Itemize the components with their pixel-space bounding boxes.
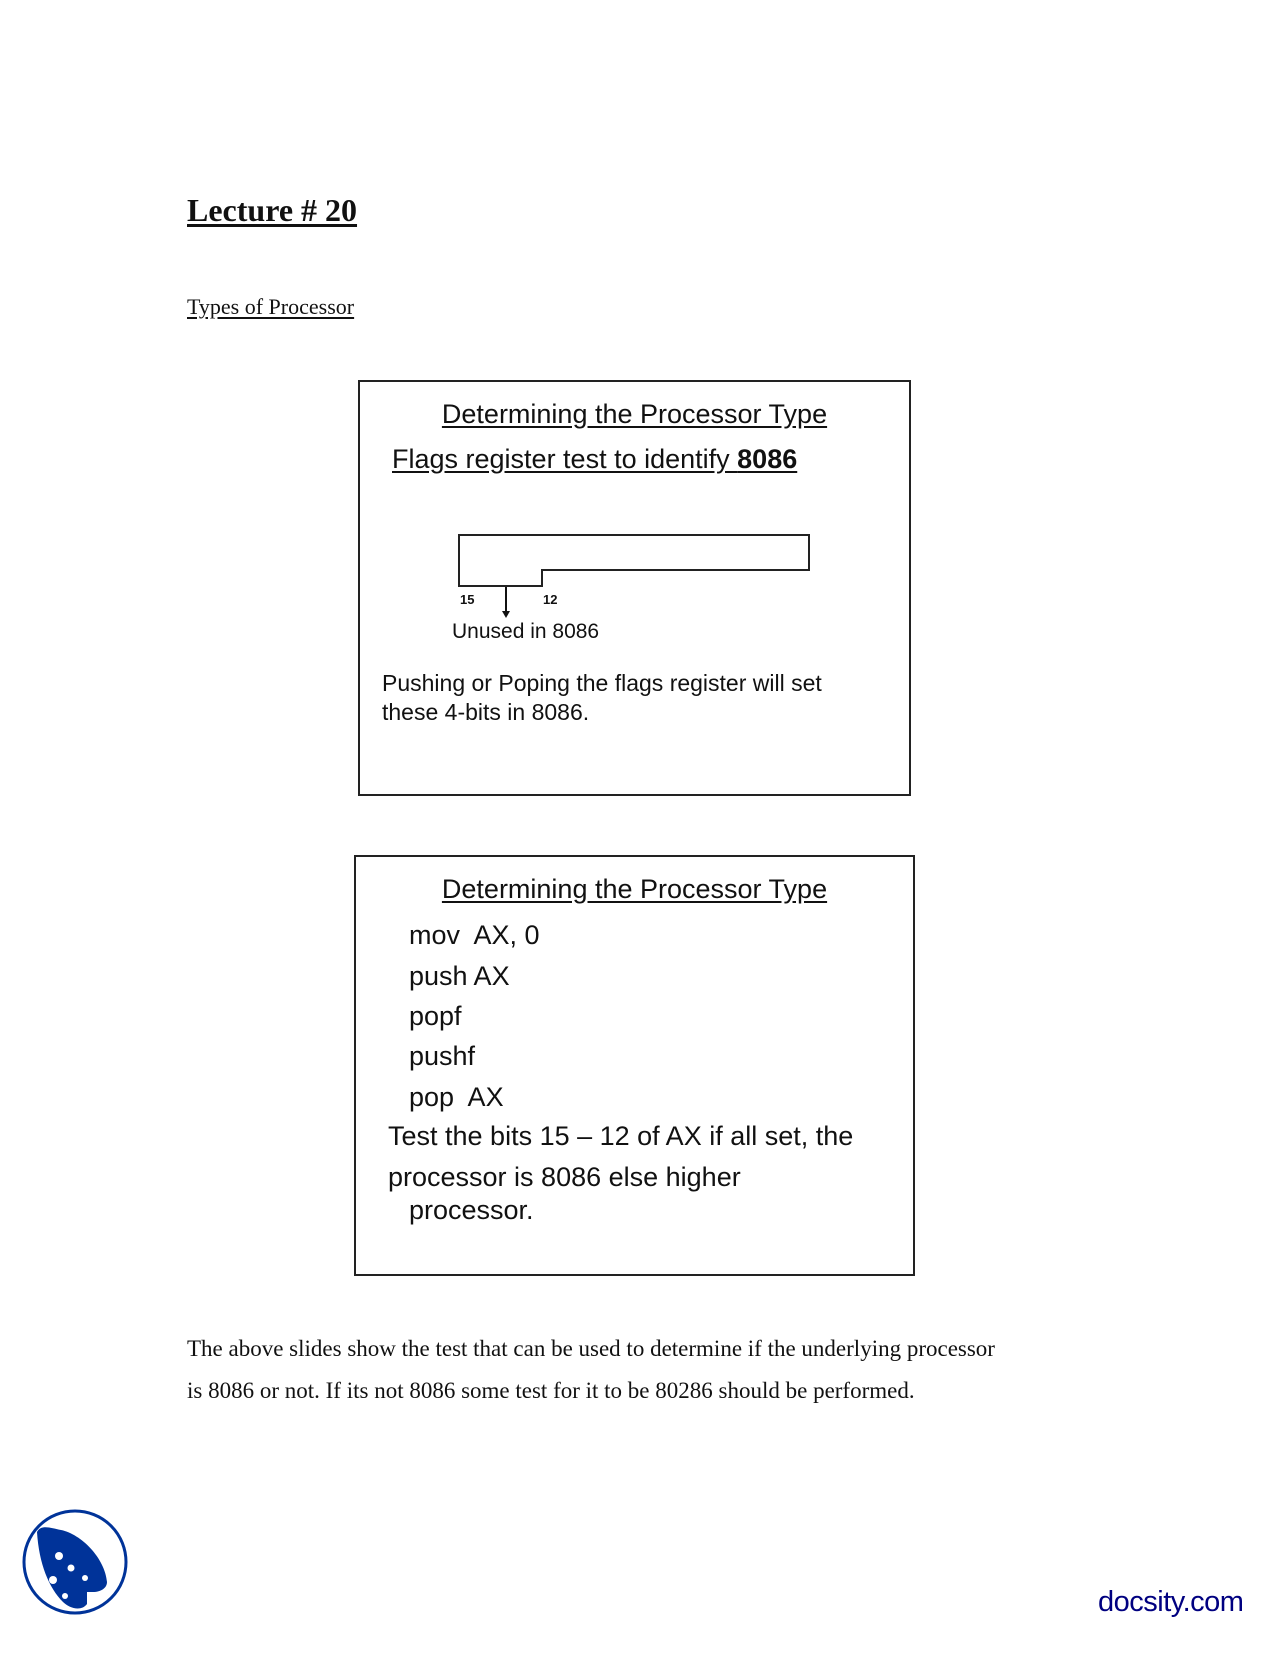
- slide1-note-line1: Pushing or Poping the flags register will set: [382, 670, 822, 696]
- diagram-label: Unused in 8086: [452, 620, 600, 643]
- slide2-text-line3: processor.: [409, 1195, 534, 1225]
- body-paragraph-line1: The above slides show the test that can be used to determine if the underlying processor: [187, 1336, 995, 1361]
- code-line: pushf: [409, 1041, 476, 1071]
- slide2-text-line1: Test the bits 15 – 12 of AX if all set, the: [388, 1121, 854, 1151]
- docsity-logo-icon: [21, 1508, 129, 1616]
- bit-label-15: 15: [460, 592, 475, 607]
- code-line: mov AX, 0: [409, 920, 540, 950]
- slide2-text-line2: processor is 8086 else higher: [388, 1162, 741, 1192]
- docsity-brand-link[interactable]: docsity.com: [1098, 1586, 1244, 1618]
- arrow-head-icon: [502, 611, 510, 618]
- code-line: push AX: [409, 961, 510, 991]
- slide1-subtitle-bold: 8086: [737, 444, 798, 474]
- slide1-note-line2: these 4-bits in 8086.: [382, 699, 590, 725]
- section-subheading: Types of Processor: [187, 294, 355, 319]
- lecture-heading: Lecture # 20: [187, 192, 358, 228]
- slide1-subtitle-text: Flags register test to identify: [392, 444, 738, 474]
- slide1-title: Determining the Processor Type: [441, 399, 828, 429]
- code-line: popf: [409, 1001, 462, 1031]
- slide-flags-register: [358, 380, 911, 796]
- arrow-shaft: [505, 587, 507, 613]
- flags-register-diagram: [458, 534, 810, 571]
- slide2-title: Determining the Processor Type: [441, 874, 828, 904]
- bit-label-12: 12: [543, 592, 558, 607]
- slide1-subtitle: [392, 444, 797, 475]
- body-paragraph-line2: is 8086 or not. If its not 8086 some test for it to be 80286 should be performed.: [187, 1378, 915, 1403]
- unused-bits-bracket: [458, 569, 543, 587]
- code-line: pop AX: [409, 1082, 504, 1112]
